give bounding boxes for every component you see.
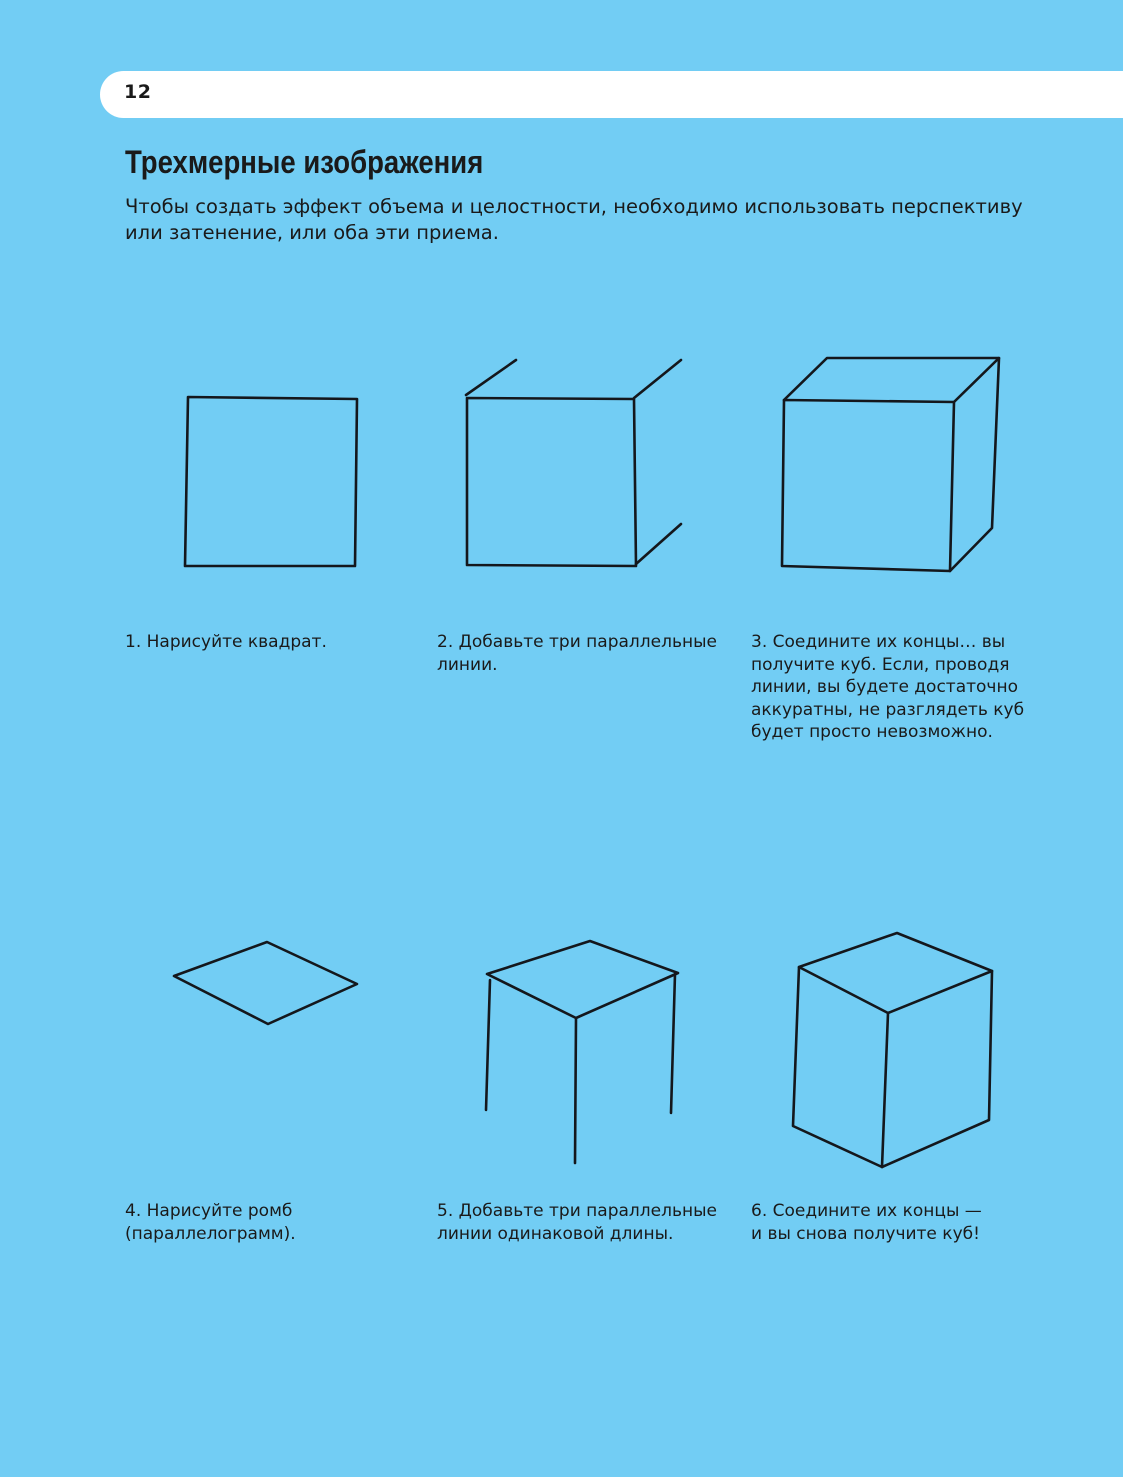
caption-line: и вы снова получите куб! <box>751 1223 980 1244</box>
caption-line: 6. Соедините их концы — <box>751 1201 982 1221</box>
step-3-caption <box>751 631 1024 744</box>
caption-line: 4. Нарисуйте ромб <box>125 1201 293 1221</box>
caption-line: будет просто невозможно. <box>751 722 993 742</box>
step-4-rhombus-drawing <box>174 942 357 1024</box>
caption-line: 1. Нарисуйте квадрат. <box>125 632 327 652</box>
page-number: 12 <box>124 81 152 103</box>
step-3-cube-drawing <box>782 358 999 571</box>
step-6-cube-drawing <box>793 933 992 1167</box>
caption-line: 3. Соедините их концы… вы <box>751 632 1006 652</box>
caption-line: 2. Добавьте три параллельные <box>437 632 717 652</box>
step-5-lines-drawing <box>486 941 678 1163</box>
caption-line: (параллелограмм). <box>125 1223 296 1244</box>
caption-line: линии, вы будете достаточно <box>751 677 1018 697</box>
step-5-caption <box>437 1200 717 1245</box>
step-4-caption <box>125 1200 296 1245</box>
step-2-caption <box>437 631 717 676</box>
caption-line: получите куб. Если, проводя <box>751 654 1010 675</box>
caption-line: линии. <box>437 654 498 675</box>
caption-line: аккуратны, не разглядеть куб <box>751 699 1025 720</box>
step-6-caption <box>751 1200 982 1245</box>
step-1-square-drawing <box>185 397 357 566</box>
caption-line: 5. Добавьте три параллельные <box>437 1201 717 1221</box>
intro-paragraph: Чтобы создать эффект объема и целостности, необходимо использовать перспективу или затенение, или оба эти приема. <box>125 195 1023 244</box>
caption-line: линии одинаковой длины. <box>437 1223 674 1244</box>
page-title: Трехмерные изображения <box>125 144 484 180</box>
step-2-lines-drawing <box>466 360 681 566</box>
step-1-caption <box>125 631 327 654</box>
